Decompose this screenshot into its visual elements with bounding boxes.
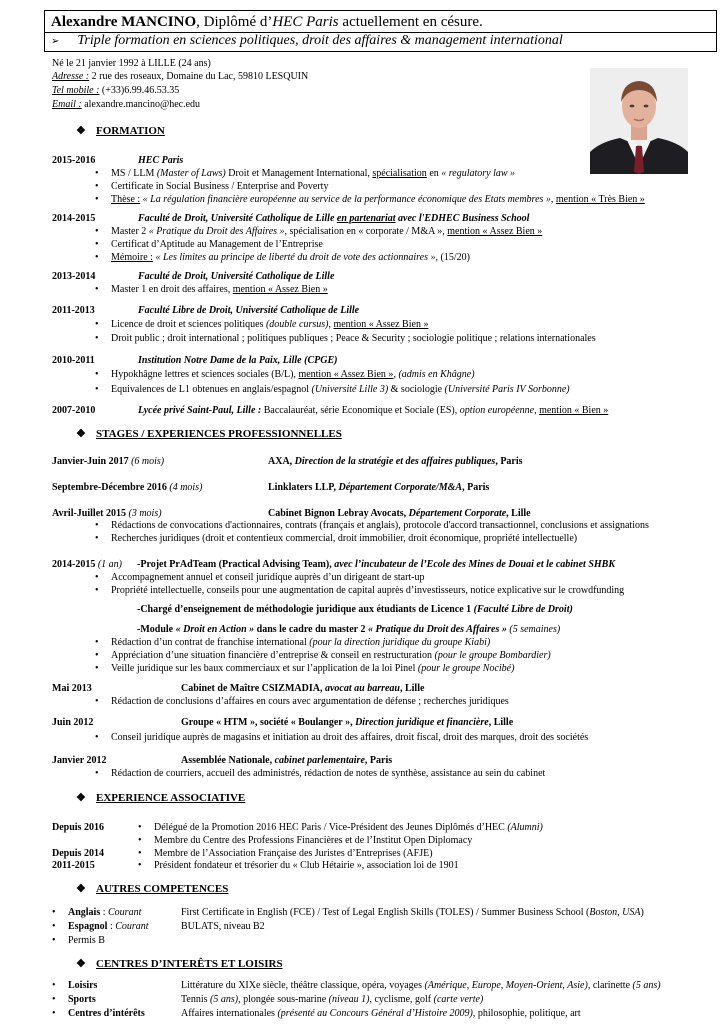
bullet-icon: •: [95, 333, 99, 344]
text: Espagnol: [68, 921, 108, 932]
stage-org: [268, 482, 489, 495]
diamond-icon: ❖: [76, 883, 86, 895]
text: :: [100, 907, 109, 918]
bullet-icon: •: [95, 585, 99, 596]
text: « Pratique du Droit des Affaires »: [367, 624, 507, 635]
text: (5 ans): [210, 994, 239, 1005]
profile-photo: [590, 68, 688, 174]
interest-key: Loisirs: [68, 980, 98, 991]
text: « Les limites au principe de liberté du droit de vote des actionnaires »: [152, 252, 436, 263]
text: Boston, USA: [589, 907, 641, 918]
bullet-icon: •: [52, 907, 56, 918]
phone-label: Tel mobile :: [52, 85, 100, 96]
text: (pour le groupe Nocibé): [417, 663, 515, 674]
competence-key: Permis B: [68, 935, 105, 946]
section-label: AUTRES COMPETENCES: [96, 883, 229, 895]
text: Thèse :: [111, 194, 141, 205]
bullet-icon: •: [95, 650, 99, 661]
text: (Amérique, Europe, Moyen-Orient, Asie): [424, 980, 588, 991]
text: ,: [550, 194, 556, 205]
text: Anglais: [68, 907, 101, 918]
text: Courant: [108, 907, 142, 918]
bullet-icon: •: [95, 696, 99, 707]
text: (5 ans): [632, 980, 661, 991]
text: , clarinette: [587, 980, 633, 991]
section-associative-title: [76, 791, 245, 805]
formation-school: Faculté Libre de Droit, Université Catholique de Lille: [138, 305, 360, 316]
formation-date: 2011-2013: [52, 305, 95, 316]
text: mention « Assez Bien »: [447, 226, 543, 237]
text: Mémoire :: [111, 252, 153, 263]
bullet-icon: •: [95, 252, 99, 263]
text: (pour le groupe Bombardier): [434, 650, 551, 661]
text: Affaires internationales: [181, 1008, 278, 1019]
text: , Paris: [495, 456, 523, 467]
text: (Faculté Libre de Droit): [473, 604, 573, 615]
stage-date: [52, 508, 162, 521]
text: , spécialisation en « corporate / M&A »,: [284, 226, 448, 237]
text: cabinet parlementaire: [274, 755, 365, 766]
text: -Chargé d’enseignement de méthodologie juridique aux étudiants de Licence 1: [137, 604, 474, 615]
text: (carte verte): [433, 994, 484, 1005]
formation-item: [111, 369, 475, 382]
text: Département Corporate: [408, 508, 507, 519]
text: Groupe « HTM », société « Boulanger »,: [181, 717, 356, 728]
text: Janvier-Juin 2017: [52, 456, 129, 467]
text: (4 mois): [166, 482, 203, 493]
assoc-item: Président fondateur et trésorier du « Club Hétairie », association loi de 1901: [154, 860, 459, 871]
text: avec l’incubateur de l’Ecole des Mines de Douai et le cabinet SHBK: [334, 559, 616, 570]
text: (niveau 1): [328, 994, 370, 1005]
birth-info: Né le 21 janvier 1992 à LILLE (24 ans): [52, 58, 211, 69]
stage-item: [111, 663, 514, 676]
stage-org: [181, 683, 424, 696]
tagline-text: Triple formation en sciences politiques, droit des affaires & management international: [77, 33, 563, 48]
text: « La régulation financière européenne au service de la performance économique des Etats membres »: [140, 194, 551, 205]
bullet-icon: •: [138, 835, 142, 846]
text: ,: [328, 319, 334, 330]
text: Tennis: [181, 994, 211, 1005]
interest-value: [181, 980, 661, 993]
text: Equivalences de L1 obtenues en anglais/espagnol: [111, 384, 312, 395]
stage-item: Propriété intellectuelle, conseils pour une augmentation de capital auprès d’investisseurs, notice explicative sur le crowdfunding: [111, 585, 625, 596]
assoc-item: Membre de l’Association Française des Juristes d’Entreprises (AFJE): [154, 848, 433, 859]
bullet-icon: •: [95, 732, 99, 743]
text: Septembre-Décembre 2016: [52, 482, 167, 493]
stage-date: Janvier 2012: [52, 755, 107, 766]
formation-item: Droit public ; droit international ; politiques publiques ; Peace & Security ; sociologie politique ; relations internationales: [111, 333, 596, 344]
assoc-date: Depuis 2014: [52, 848, 104, 859]
diamond-icon: ❖: [76, 792, 86, 804]
header-text: actuellement en césure.: [338, 14, 483, 30]
text: Baccalauréat, série Economique et Sociale (ES),: [261, 405, 460, 416]
bullet-icon: •: [138, 848, 142, 859]
stage-item: Recherches juridiques (droit et contentieux commercial, droit immobilier, droit économique, propriété intellectuelle): [111, 533, 578, 544]
text: dans le cadre du master 2: [254, 624, 368, 635]
stage-item: [111, 637, 490, 650]
stage-item: [111, 650, 551, 663]
text: Département Corporate/M&A: [338, 482, 463, 493]
formation-date: 2015-2016: [52, 155, 96, 166]
text: ,: [393, 369, 399, 380]
portrait-image: [590, 68, 688, 174]
competence-value: BULATS, niveau B2: [181, 921, 265, 932]
text: Cabinet de Maître CSIZMADIA,: [181, 683, 325, 694]
stage-org: [181, 755, 392, 768]
text: Licence de droit et sciences politiques: [111, 319, 266, 330]
stage-item: Conseil juridique auprès de magasins et initiation au droit des affaires, droit fiscal, droit des marques, droit des sociétés: [111, 732, 589, 743]
formation-date: 2010-2011: [52, 355, 95, 366]
section-competences-title: [76, 882, 228, 896]
text: Hypokhâgne lettres et sciences sociales (B/L),: [111, 369, 299, 380]
text: « Droit en Action »: [175, 624, 255, 635]
text: (double cursus): [265, 319, 329, 330]
text: Direction juridique et financière: [355, 717, 489, 728]
text: en: [426, 168, 442, 179]
bullet-icon: •: [95, 572, 99, 583]
text: ,: [534, 405, 540, 416]
diamond-icon: ❖: [76, 958, 86, 970]
text: , Lille: [506, 508, 531, 519]
diamond-icon: ❖: [76, 428, 86, 440]
text: avocat au barreau: [324, 683, 400, 694]
stage-date: [52, 456, 164, 469]
stage-project: [137, 559, 615, 572]
text: Master 1 en droit des affaires,: [111, 284, 233, 295]
section-label: CENTRES D’INTERÊTS ET LOISIRS: [96, 958, 283, 970]
text: Cabinet Bignon Lebray Avocats,: [268, 508, 409, 519]
bullet-icon: •: [95, 663, 99, 674]
stage-item: Accompagnement annuel et conseil juridique auprès d’un dirigeant de start-up: [111, 572, 425, 583]
section-label: EXPERIENCE ASSOCIATIVE: [96, 792, 246, 804]
formation-school: HEC Paris: [138, 155, 184, 166]
text: MS / LLM: [111, 168, 157, 179]
bullet-icon: •: [95, 284, 99, 295]
bullet-icon: •: [95, 239, 99, 250]
section-formation-title: [76, 124, 165, 138]
text: mention « Bien »: [539, 405, 609, 416]
text: AXA,: [268, 456, 295, 467]
formation-item: [111, 252, 470, 265]
stage-date: Mai 2013: [52, 683, 92, 694]
bullet-icon: •: [52, 935, 56, 946]
interest-key: Centres d’intérêts: [68, 1008, 145, 1019]
section-interets-title: [76, 957, 283, 971]
bullet-icon: •: [95, 181, 99, 192]
header-school: HEC Paris: [272, 14, 339, 30]
bullet-icon: •: [95, 384, 99, 395]
formation-school: Faculté de Droit, Université Catholique de Lille: [138, 271, 335, 282]
competence-key: [68, 921, 149, 934]
text: « Pratique du Droit des Affaires »: [148, 226, 285, 237]
arrow-icon: ➢: [51, 36, 60, 47]
interest-key: Sports: [68, 994, 96, 1005]
text: (Université Paris IV Sorbonne): [444, 384, 570, 395]
email-value[interactable]: alexandre.mancino@hec.edu: [81, 99, 201, 110]
formation-item: [111, 226, 542, 239]
text: :: [107, 921, 116, 932]
text: , plongée sous-marine: [238, 994, 329, 1005]
address-value: 2 rue des roseaux, Domaine du Lac, 59810 LESQUIN: [89, 71, 309, 82]
formation-date: 2007-2010: [52, 405, 96, 416]
text: mention « Assez Bien »: [333, 319, 429, 330]
stage-date: [52, 482, 202, 495]
text: (Master of Laws): [156, 168, 226, 179]
text: Assemblée Nationale,: [181, 755, 275, 766]
text: Courant: [115, 921, 149, 932]
bullet-icon: •: [138, 822, 142, 833]
text: First Certificate in English (FCE) / Test of Legal English Skills (TOLES) / Summer Business School (: [181, 907, 590, 918]
text: mention « Assez Bien »: [232, 284, 328, 295]
formation-school: Institution Notre Dame de la Paix, Lille (CPGE): [138, 355, 338, 366]
email-label: Email :: [52, 99, 82, 110]
text: , Lille: [488, 717, 514, 728]
text: ): [640, 907, 644, 918]
text: (Alumni): [507, 822, 543, 833]
text: (6 mois): [128, 456, 165, 467]
interest-value: [181, 1008, 581, 1021]
text: Avril-Juillet 2015: [52, 508, 126, 519]
section-label: STAGES / EXPERIENCES PROFESSIONNELLES: [96, 428, 342, 440]
stage-item: Rédaction de courriers, accueil des administrés, rédaction de notes de synthèse, assistance au sein du cabinet: [111, 768, 546, 779]
stage-date: Juin 2012: [52, 717, 94, 728]
assoc-item: Membre du Centre des Professions Financières et de l’Institut Open Diplomacy: [154, 835, 473, 846]
text: Appréciation d’une situation financière d’entreprise & conseil en restructuration: [111, 650, 435, 661]
text: (5 semaines): [506, 624, 561, 635]
diamond-icon: ❖: [76, 125, 86, 137]
interest-value: [181, 994, 483, 1007]
stage-date: [52, 559, 122, 572]
formation-item: Certificat d’Aptitude au Management de l’Entreprise: [111, 239, 323, 250]
bullet-icon: •: [95, 194, 99, 205]
candidate-name: Alexandre MANCINO: [51, 14, 197, 30]
text: « regulatory law »: [441, 168, 516, 179]
text: mention « Assez Bien »: [298, 369, 394, 380]
text: Linklaters LLP,: [268, 482, 339, 493]
text: Droit et Management International,: [225, 168, 373, 179]
text: (3 mois): [125, 508, 162, 519]
bullet-icon: •: [52, 1008, 56, 1019]
stage-org: [268, 508, 531, 521]
bullet-icon: •: [52, 921, 56, 932]
formation-item: [111, 284, 328, 297]
assoc-item: [154, 822, 543, 835]
bullet-icon: •: [95, 369, 99, 380]
text: Lycée privé Saint-Paul, Lille :: [138, 405, 262, 416]
bullet-icon: •: [52, 994, 56, 1005]
text: Veille juridique sur les baux commerciaux et sur l’application de la loi Pinel: [111, 663, 418, 674]
formation-item: [111, 384, 570, 397]
text: (1 an): [95, 559, 123, 570]
text: -Projet PrAdTeam (Practical Advising Team),: [137, 559, 335, 570]
assoc-date: 2011-2015: [52, 860, 95, 871]
text: Direction de la stratégie et des affaires publiques: [294, 456, 496, 467]
header-text: , Diplômé d’: [196, 14, 273, 30]
stage-item: Rédactions de convocations d'actionnaires, contrats (français et anglais), protocole d'accord transactionnel, conclusions et assignations: [111, 520, 649, 531]
phone-value: (+33)6.99.46.53.35: [99, 85, 180, 96]
text: en partenariat: [336, 213, 396, 224]
text: -Module: [137, 624, 176, 635]
section-label: FORMATION: [96, 125, 165, 137]
text: (pour la direction juridique du groupe Kiabi): [309, 637, 491, 648]
text: (présenté au Concours Général d’Histoire 2009): [277, 1008, 473, 1019]
text: Faculté de Droit, Université Catholique de Lille: [138, 213, 337, 224]
text: mention « Très Bien »: [555, 194, 645, 205]
cv-header: [44, 10, 717, 52]
text: , cyclisme, golf: [369, 994, 434, 1005]
bullet-icon: •: [138, 860, 142, 871]
bullet-icon: •: [95, 637, 99, 648]
header-title: [51, 13, 483, 32]
text: (admis en Khâgne): [398, 369, 475, 380]
text: Master 2: [111, 226, 149, 237]
competence-value: [181, 907, 644, 920]
bullet-icon: •: [95, 319, 99, 330]
text: (Université Lille 3): [311, 384, 389, 395]
stage-item: Rédaction de conclusions d’affaires en cours avec argumentation de défense ; recherches juridiques: [111, 696, 509, 707]
text: option européenne: [459, 405, 535, 416]
stage-project: [137, 624, 560, 637]
text: avec l'EDHEC Business School: [395, 213, 530, 224]
formation-school: [138, 213, 529, 226]
text: Rédaction d’un contrat de franchise international: [111, 637, 310, 648]
section-stages-title: [76, 427, 342, 441]
address-line: [52, 71, 308, 84]
formation-date: 2014-2015: [52, 213, 96, 224]
text: 2014-2015: [52, 559, 96, 570]
bullet-icon: •: [95, 226, 99, 237]
formation-item: [111, 319, 428, 332]
text: & sociologie: [388, 384, 445, 395]
text: , Paris: [364, 755, 393, 766]
email-line: [52, 99, 200, 112]
text: , Paris: [462, 482, 490, 493]
assoc-date: Depuis 2016: [52, 822, 104, 833]
formation-item: [111, 194, 645, 207]
stage-org: [181, 717, 513, 730]
bullet-icon: •: [95, 168, 99, 179]
address-label: Adresse :: [52, 71, 90, 82]
bullet-icon: •: [95, 533, 99, 544]
formation-school: [138, 405, 608, 418]
formation-date: 2013-2014: [52, 271, 96, 282]
phone-line: [52, 85, 179, 98]
stage-project: [137, 604, 573, 617]
bullet-icon: •: [52, 980, 56, 991]
formation-item: [111, 168, 515, 181]
text: , Lille: [399, 683, 425, 694]
text: spécialisation: [372, 168, 427, 179]
stage-org: [268, 456, 523, 469]
text: Délégué de la Promotion 2016 HEC Paris / Vice-Président des Jeunes Diplômés d’HEC: [154, 822, 508, 833]
formation-item: Certificate in Social Business / Enterprise and Poverty: [111, 181, 329, 192]
text: Littérature du XIXe siècle, théâtre classique, opéra, voyages: [181, 980, 425, 991]
header-tagline: [51, 32, 563, 51]
text: , philosophie, politique, art: [472, 1008, 581, 1019]
bullet-icon: •: [95, 768, 99, 779]
text: , (15/20): [435, 252, 470, 263]
bullet-icon: •: [95, 520, 99, 531]
competence-key: [68, 907, 141, 920]
